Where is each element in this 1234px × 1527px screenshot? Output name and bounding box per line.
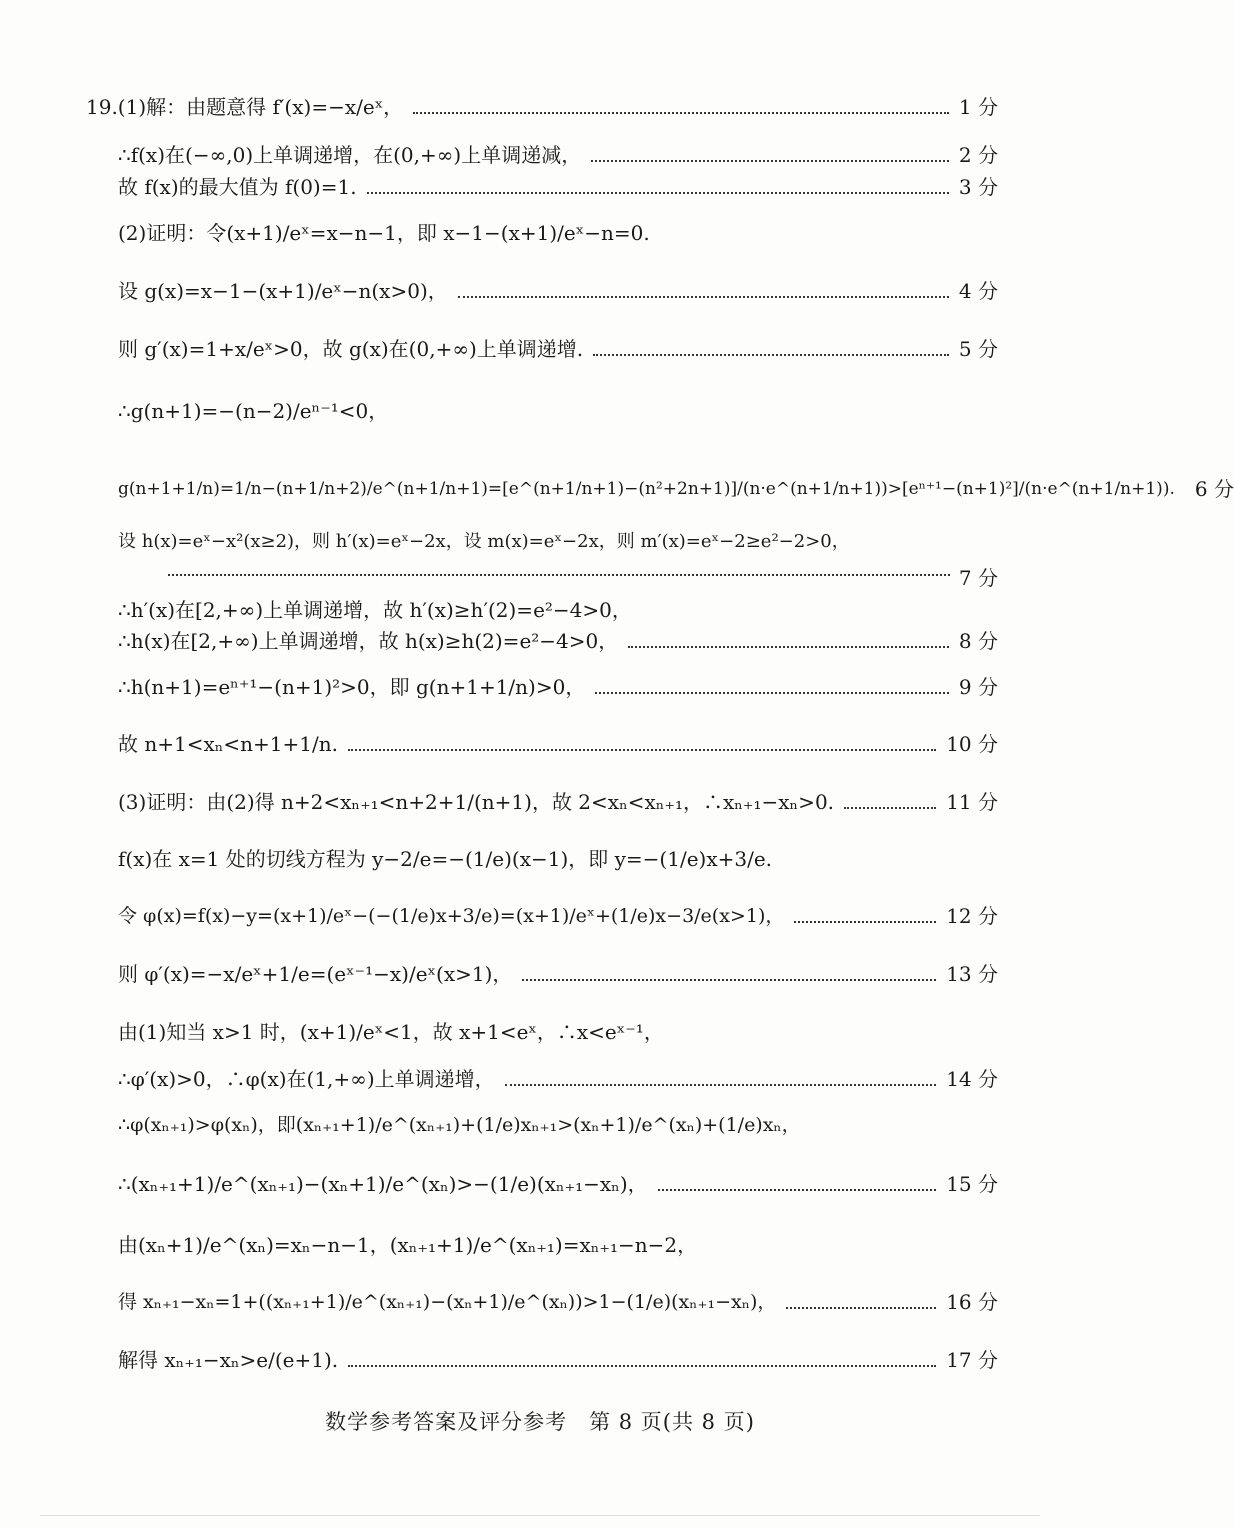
solution-text: 由(xₙ+1)/e^(xₙ)=xₙ−n−1，(xₙ₊₁+1)/e^(xₙ₊₁)=xₙ₊₁−n−2， bbox=[118, 1233, 698, 1257]
solution-line bbox=[118, 961, 998, 987]
solution-line bbox=[118, 220, 998, 246]
leader-dots bbox=[786, 1307, 936, 1309]
solution-line bbox=[86, 94, 998, 120]
solution-text: ∴f(x)在(−∞,0)上单调递增，在(0,+∞)上单调递减， bbox=[118, 143, 582, 167]
leader-dots bbox=[458, 296, 949, 298]
solution-text: ∴(xₙ₊₁+1)/e^(xₙ₊₁)−(xₙ+1)/e^(xₙ)>−(1/e)(xₙ₊₁−xₙ)， bbox=[118, 1172, 648, 1196]
solution-line bbox=[118, 336, 998, 362]
leader-dots bbox=[628, 646, 949, 648]
solution-text: 19.(1)解：由题意得 f′(x)=−x/eˣ， bbox=[86, 95, 404, 119]
score-label: 4 分 bbox=[958, 279, 998, 303]
score-label: 17 分 bbox=[946, 1348, 998, 1372]
solution-line bbox=[118, 789, 998, 815]
solution-line bbox=[118, 731, 998, 757]
leader-dots bbox=[591, 160, 949, 162]
leader-dots bbox=[522, 979, 936, 981]
score-label: 12 分 bbox=[946, 904, 998, 928]
leader-dots bbox=[505, 1084, 937, 1086]
solution-line bbox=[118, 476, 1234, 502]
solution-line bbox=[118, 278, 998, 304]
solution-text: 设 h(x)=eˣ−x²(x≥2)，则 h′(x)=eˣ−2x，设 m(x)=eˣ−2x，则 m′(x)=eˣ−2≥e²−2>0， bbox=[118, 531, 850, 552]
page-edge-divider bbox=[40, 1515, 1040, 1516]
solution-text: ∴φ(xₙ₊₁)>φ(xₙ)，即(xₙ₊₁+1)/e^(xₙ₊₁)+(1/e)xₙ₊₁>(xₙ+1)/e^(xₙ)+(1/e)xₙ， bbox=[118, 1114, 801, 1136]
score-label: 7 分 bbox=[958, 566, 998, 590]
solution-line bbox=[118, 674, 998, 700]
score-label: 15 分 bbox=[946, 1172, 998, 1196]
leader-dots bbox=[348, 749, 936, 751]
solution-line bbox=[118, 1289, 998, 1315]
solution-text: f(x)在 x=1 处的切线方程为 y−2/e=−(1/e)(x−1)，即 y=−(1/e)x+3/e. bbox=[118, 847, 773, 871]
page-footer: 数学参考答案及评分参考 第 8 页(共 8 页) bbox=[325, 1410, 755, 1434]
score-label: 2 分 bbox=[958, 143, 998, 167]
score-label: 6 分 bbox=[1194, 477, 1234, 501]
solution-text: 故 f(x)的最大值为 f(0)=1. bbox=[118, 175, 357, 199]
solution-text: ∴h(x)在[2,+∞)上单调递增，故 h(x)≥h(2)=e²−4>0， bbox=[118, 629, 619, 653]
score-label: 16 分 bbox=[946, 1290, 998, 1314]
leader-dots bbox=[367, 192, 949, 194]
leader-dots bbox=[658, 1189, 937, 1191]
solution-line bbox=[118, 1232, 998, 1258]
score-label: 5 分 bbox=[958, 337, 998, 361]
solution-line bbox=[118, 1112, 998, 1138]
solution-text: 由(1)知当 x>1 时，(x+1)/eˣ<1，故 x+1<eˣ，∴x<eˣ⁻¹， bbox=[118, 1020, 664, 1044]
solution-text: (2)证明：令(x+1)/eˣ=x−n−1，即 x−1−(x+1)/eˣ−n=0. bbox=[118, 221, 650, 245]
solution-text: 得 xₙ₊₁−xₙ=1+((xₙ₊₁+1)/e^(xₙ₊₁)−(xₙ+1)/e^(xₙ))>1−(1/e)(xₙ₊₁−xₙ)， bbox=[118, 1291, 777, 1313]
solution-line bbox=[118, 628, 998, 654]
score-label: 8 分 bbox=[958, 629, 998, 653]
score-label: 1 分 bbox=[958, 95, 998, 119]
solution-text: ∴g(n+1)=−(n−2)/eⁿ⁻¹<0， bbox=[118, 399, 389, 423]
leader-dots bbox=[794, 921, 936, 923]
solution-text: 解得 xₙ₊₁−xₙ>e/(e+1). bbox=[118, 1348, 339, 1372]
leader-dots bbox=[168, 574, 950, 576]
solution-text: g(n+1+1/n)=1/n−(n+1/n+2)/e^(n+1/n+1)=[e^(n+1/n+1)−(n²+2n+1)]/(n·e^(n+1/n+1))>[eⁿ⁺¹−(n+1)²]/(n·e^(n+1/n+1)). bbox=[118, 479, 1175, 499]
solution-line bbox=[118, 1019, 998, 1045]
solution-line bbox=[118, 174, 998, 200]
solution-line bbox=[118, 903, 998, 929]
score-label: 14 分 bbox=[946, 1067, 998, 1091]
solution-line bbox=[118, 597, 998, 623]
leader-dots bbox=[844, 807, 936, 809]
solution-text: 故 n+1<xₙ<n+1+1/n. bbox=[118, 732, 338, 756]
leader-dots bbox=[413, 112, 949, 114]
solution-text: 则 φ′(x)=−x/eˣ+1/e=(eˣ⁻¹−x)/eˣ(x>1)， bbox=[118, 962, 513, 986]
leader-dots bbox=[593, 354, 949, 356]
score-label: 10 分 bbox=[946, 732, 998, 756]
score-label: 13 分 bbox=[946, 962, 998, 986]
solution-text: 设 g(x)=x−1−(x+1)/eˣ−n(x>0)， bbox=[118, 279, 448, 303]
solution-line bbox=[118, 529, 998, 555]
solution-line bbox=[118, 142, 998, 168]
score-label: 3 分 bbox=[958, 175, 998, 199]
solution-text: ∴φ′(x)>0，∴φ(x)在(1,+∞)上单调递增， bbox=[118, 1067, 495, 1091]
score-label: 11 分 bbox=[946, 790, 998, 814]
solution-text: 则 g′(x)=1+x/eˣ>0，故 g(x)在(0,+∞)上单调递增. bbox=[118, 337, 584, 361]
solution-line bbox=[118, 1347, 998, 1373]
solution-text: (3)证明：由(2)得 n+2<xₙ₊₁<n+2+1/(n+1)，故 2<xₙ<xₙ₊₁，∴xₙ₊₁−xₙ>0. bbox=[118, 790, 835, 814]
leader-dots bbox=[348, 1365, 936, 1367]
score-label: 9 分 bbox=[958, 675, 998, 699]
solution-line bbox=[118, 1171, 998, 1197]
solution-line bbox=[118, 1066, 998, 1092]
leader-dots bbox=[595, 692, 949, 694]
solution-line bbox=[118, 846, 998, 872]
solution-line bbox=[118, 398, 998, 424]
solution-text: 令 φ(x)=f(x)−y=(x+1)/eˣ−(−(1/e)x+3/e)=(x+1)/eˣ+(1/e)x−3/e(x>1)， bbox=[118, 905, 785, 927]
solution-text: ∴h(n+1)=eⁿ⁺¹−(n+1)²>0，即 g(n+1+1/n)>0， bbox=[118, 675, 586, 699]
solution-text: ∴h′(x)在[2,+∞)上单调递增，故 h′(x)≥h′(2)=e²−4>0， bbox=[118, 598, 632, 622]
